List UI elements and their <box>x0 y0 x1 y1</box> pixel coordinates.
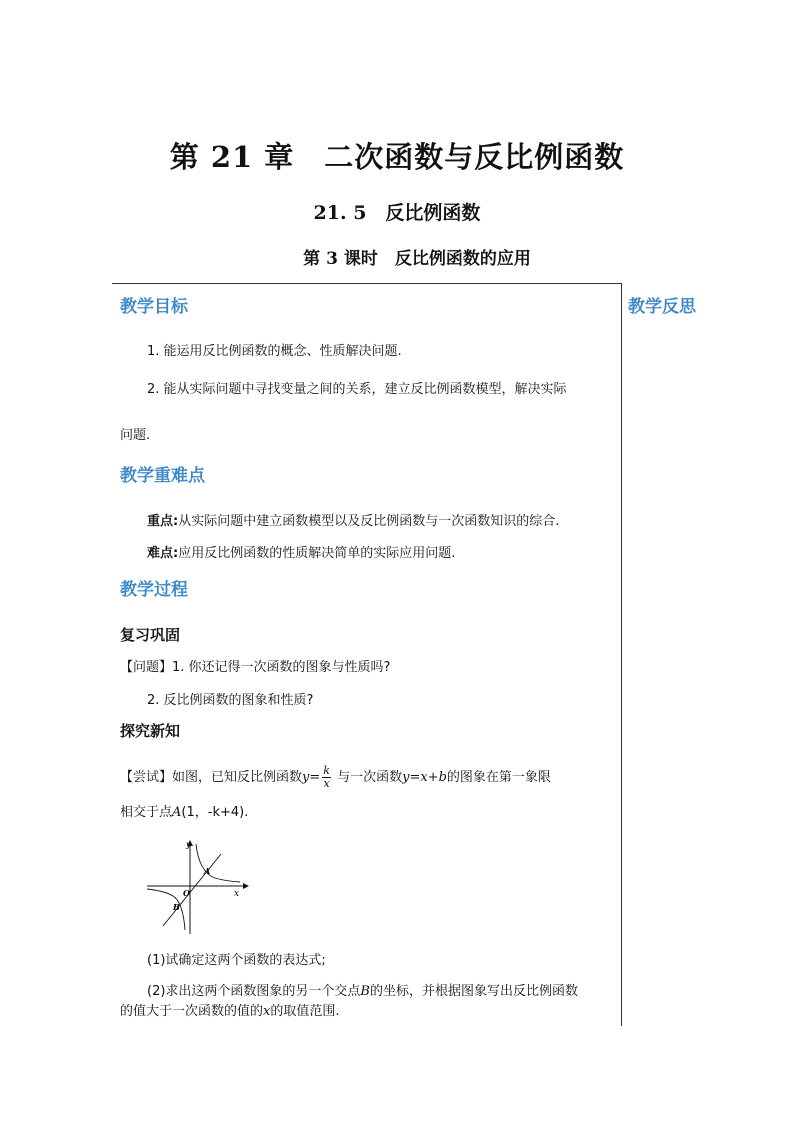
linear-function: y=x+b <box>402 770 447 785</box>
y-axis-label: y <box>186 840 191 849</box>
fraction-denominator: x <box>323 777 330 790</box>
column-divider <box>621 283 622 1026</box>
goal-item-2-line-1: 2. 能从实际问题中寻找变量之间的关系，建立反比例函数模型，解决实际 <box>147 382 567 397</box>
sub2-text-b: 的坐标，并根据图象写出反比例函数 <box>369 984 578 999</box>
point-b-graph-label: B <box>173 902 180 912</box>
variable-x: x <box>263 1004 271 1019</box>
origin-label: O <box>183 888 190 898</box>
x-axis-arrow <box>243 883 249 889</box>
key-point-text: 从实际问题中建立函数模型以及反比例函数与一次函数知识的综合. <box>178 514 560 529</box>
goals-heading: 教学目标 <box>120 297 188 317</box>
try-line-1 <box>120 765 551 790</box>
linear-function-line <box>163 854 221 926</box>
point-a-coords: (1，-k+4). <box>181 805 249 820</box>
review-question-2: 2. 反比例函数的图象和性质? <box>147 693 314 708</box>
key-point-label: 重点: <box>147 514 179 529</box>
reflection-heading: 教学反思 <box>628 297 696 317</box>
try-text-c: 的图象在第一象限 <box>446 770 551 785</box>
question-label: 【问题】 <box>120 660 173 675</box>
point-b-label: B <box>360 984 370 999</box>
process-heading: 教学过程 <box>120 580 188 600</box>
sub-question-1: (1)试确定这两个函数的表达式; <box>147 953 326 968</box>
review-heading: 复习巩固 <box>120 626 181 644</box>
sub-question-2-line-2 <box>120 1000 340 1019</box>
difficult-point-label: 难点: <box>147 546 179 561</box>
difficult-point-text: 应用反比例函数的性质解决简单的实际应用问题. <box>178 546 456 561</box>
point-a-label: A <box>172 805 182 820</box>
table-top-border <box>112 283 622 284</box>
fraction-numerator: k <box>323 764 330 777</box>
key-point-line <box>147 510 559 529</box>
key-points-heading: 教学重难点 <box>120 466 205 486</box>
try-line-2-text: 相交于点 <box>120 805 173 820</box>
try-line-2 <box>120 801 248 820</box>
try-label: 【尝试】 <box>120 770 173 785</box>
fraction-k-over-x <box>322 765 331 790</box>
question-1-text: 1. 你还记得一次函数的图象与性质吗? <box>172 660 391 675</box>
point-a-graph-label: A <box>204 866 211 876</box>
function-graph <box>145 838 250 936</box>
sub-question-2-line-1 <box>147 980 578 999</box>
review-question-1 <box>120 656 390 675</box>
sub2-text-d: 的取值范围. <box>270 1004 340 1019</box>
try-text-b: 与一次函数 <box>337 770 403 785</box>
section-title: 21. 5 反比例函数 <box>313 202 481 224</box>
chapter-title: 第 21 章 二次函数与反比例函数 <box>169 140 625 174</box>
sub2-text-a: (2)求出这两个函数图象的另一个交点 <box>147 984 361 999</box>
explore-heading: 探究新知 <box>120 722 181 740</box>
x-axis-label: x <box>234 889 240 899</box>
sub2-text-c: 的值大于一次函数的值的 <box>120 1004 264 1019</box>
try-text-a: 如图，已知反比例函数 <box>172 770 303 785</box>
difficult-point-line <box>147 542 455 561</box>
inverse-function-lhs: y= <box>302 770 321 785</box>
goal-item-1: 1. 能运用反比例函数的概念、性质解决问题. <box>147 344 402 359</box>
lesson-title: 第 3 课时 反比例函数的应用 <box>303 249 531 269</box>
goal-item-2-line-2: 问题. <box>120 428 151 443</box>
